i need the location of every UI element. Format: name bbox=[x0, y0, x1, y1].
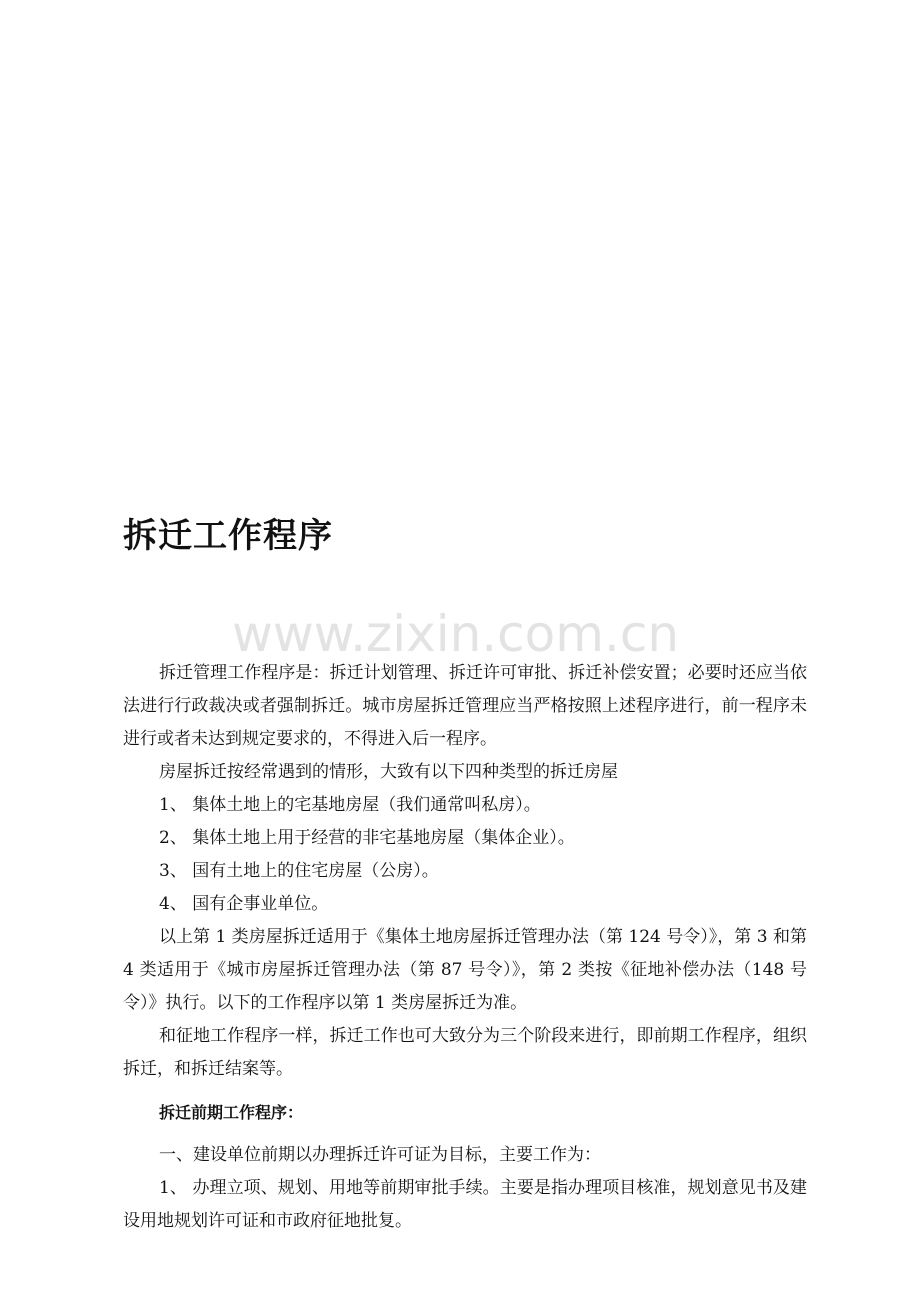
document-title: 拆迁工作程序 bbox=[123, 516, 333, 556]
step-one-item-paragraph: 1、 办理立项、规划、用地等前期审批手续。主要是指办理项目核准，规划意见书及建设用地规划许可证和市政府征地批复。 bbox=[123, 1178, 807, 1231]
list-item: 1、 集体土地上的宅基地房屋（我们通常叫私房）。 bbox=[159, 795, 541, 815]
intro-paragraph: 拆迁管理工作程序是：拆迁计划管理、拆迁许可审批、拆迁补偿安置；必要时还应当依法进行行政裁决或者强制拆迁。城市房屋拆迁管理应当严格按照上述程序进行，前一程序未进行或者未达到规定要求的，不得进入后一程序。 bbox=[123, 663, 807, 749]
list-item: 2、 集体土地上用于经营的非宅基地房屋（集体企业）。 bbox=[159, 828, 575, 848]
list-item: 4、 国有企事业单位。 bbox=[159, 894, 329, 914]
list-item: 3、 国有土地上的住宅房屋（公房）。 bbox=[159, 861, 439, 881]
section-subheading: 拆迁前期工作程序： bbox=[159, 1103, 304, 1122]
document-body bbox=[123, 657, 807, 1238]
stages-paragraph: 和征地工作程序一样，拆迁工作也可大致分为三个阶段来进行，即前期工作程序，组织拆迁，和拆迁结案等。 bbox=[123, 1026, 807, 1079]
step-one-paragraph: 一、建设单位前期以办理拆迁许可证为目标，主要工作为： bbox=[159, 1145, 601, 1165]
watermark: www.zixin.com.cn bbox=[232, 605, 680, 663]
law-applicability-paragraph: 以上第 1 类房屋拆迁适用于《集体土地房屋拆迁管理办法（第 124 号令）》，第 3 和第 4 类适用于《城市房屋拆迁管理办法（第 87 号令）》，第 2 类按《征地补偿办法（148 号令）》执行。以下的工作程序以第 1 类房屋拆迁为准。 bbox=[123, 927, 807, 1013]
types-intro-paragraph: 房屋拆迁按经常遇到的情形，大致有以下四种类型的拆迁房屋 bbox=[159, 762, 618, 782]
